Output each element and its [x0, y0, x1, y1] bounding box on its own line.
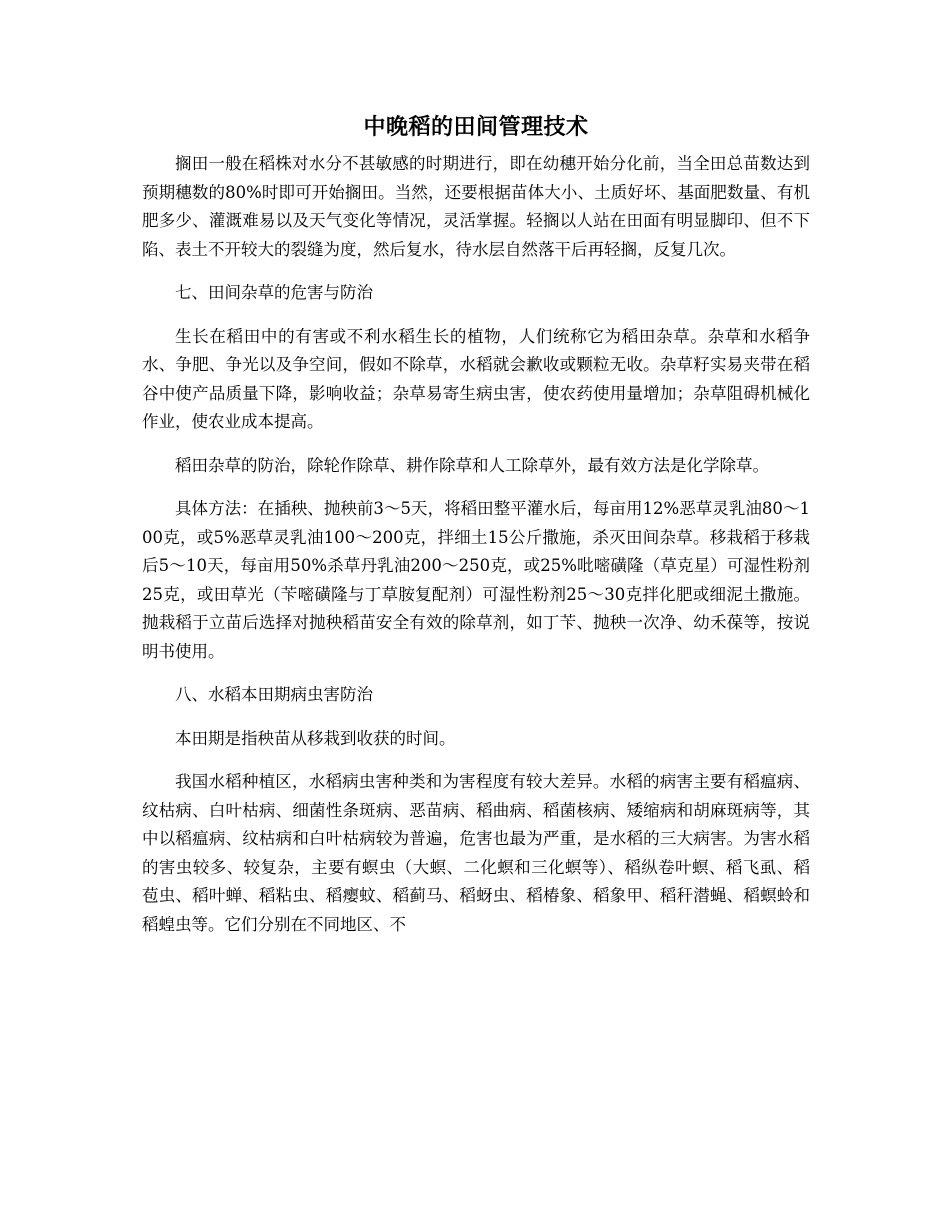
paragraph-field-period: 本田期是指秧苗从移栽到收获的时间。 — [175, 728, 456, 748]
paragraph-weed-control: 稻田杂草的防治，除轮作除草、耕作除草和人工除草外，最有效方法是化学除草。 — [175, 455, 769, 475]
paragraph-drying-field: 搁田一般在稻株对水分不甚敏感的时期进行，即在幼穗开始分化前，当全田总苗数达到预期穗数的80%时即可开始搁田。当然，还要根据苗体大小、土质好坏、基面肥数量、有机肥多少、灌溉难易以及天气变化等情况，灵活掌握。轻搁以人站在田面有明显脚印、但不下陷、表土不开较大的裂缝为度，然后复水，待水层自然落干后再轻搁，反复几次。 — [142, 154, 810, 259]
section-heading-pests: 八、水稻本田期病虫害防治 — [175, 685, 373, 704]
document-body — [142, 112, 810, 954]
paragraph-weed-harm: 生长在稻田中的有害或不利水稻生长的植物，人们统称它为稻田杂草。杂草和水稻争水、争肥、争光以及争空间，假如不除草，水稻就会歉收或颗粒无收。杂草籽实易夹带在稻谷中使产品质量下降，影响收益；杂草易寄生病虫害，使农药使用量增加；杂草阻碍机械化作业，使农业成本提高。 — [142, 326, 810, 431]
paragraph-diseases-pests: 我国水稻种植区，水稻病虫害种类和为害程度有较大差异。水稻的病害主要有稻瘟病、纹枯病、白叶枯病、细菌性条斑病、恶苗病、稻曲病、稻菌核病、矮缩病和胡麻斑病等，其中以稻瘟病、纹枯病和白叶枯病较为普遍，危害也最为严重，是水稻的三大病害。为害水稻的害虫较多、较复杂，主要有螟虫（大螟、二化螟和三化螟等）、稻纵卷叶螟、稻飞虱、稻苞虫、稻叶蝉、稻粘虫、稻瘿蚊、稻蓟马、稻蚜虫、稻椿象、稻象甲、稻秆潜蝇、稻螟蛉和稻蝗虫等。它们分别在不同地区、不 — [142, 772, 810, 934]
section-heading-weeds: 七、田间杂草的危害与防治 — [175, 283, 373, 302]
page-title: 中晚稻的田间管理技术 — [363, 115, 589, 140]
paragraph-specific-methods: 具体方法：在插秧、抛秧前3～5天，将稻田整平灌水后，每亩用12%恶草灵乳油80～100克，或5%恶草灵乳油100～200克，拌细土15公斤撒施，杀灭田间杂草。移栽稻于移栽后5～10天，每亩用50%杀草丹乳油200～250克，或25%吡嘧磺隆（草克星）可湿性粉剂25克，或田草光（苄嘧磺隆与丁草胺复配剂）可湿性粉剂25～30克拌化肥或细泥土撒施。抛栽稻于立苗后选择对抛秧稻苗安全有效的除草剂，如丁苄、抛秧一次净、幼禾葆等，按说明书使用。 — [142, 499, 810, 661]
